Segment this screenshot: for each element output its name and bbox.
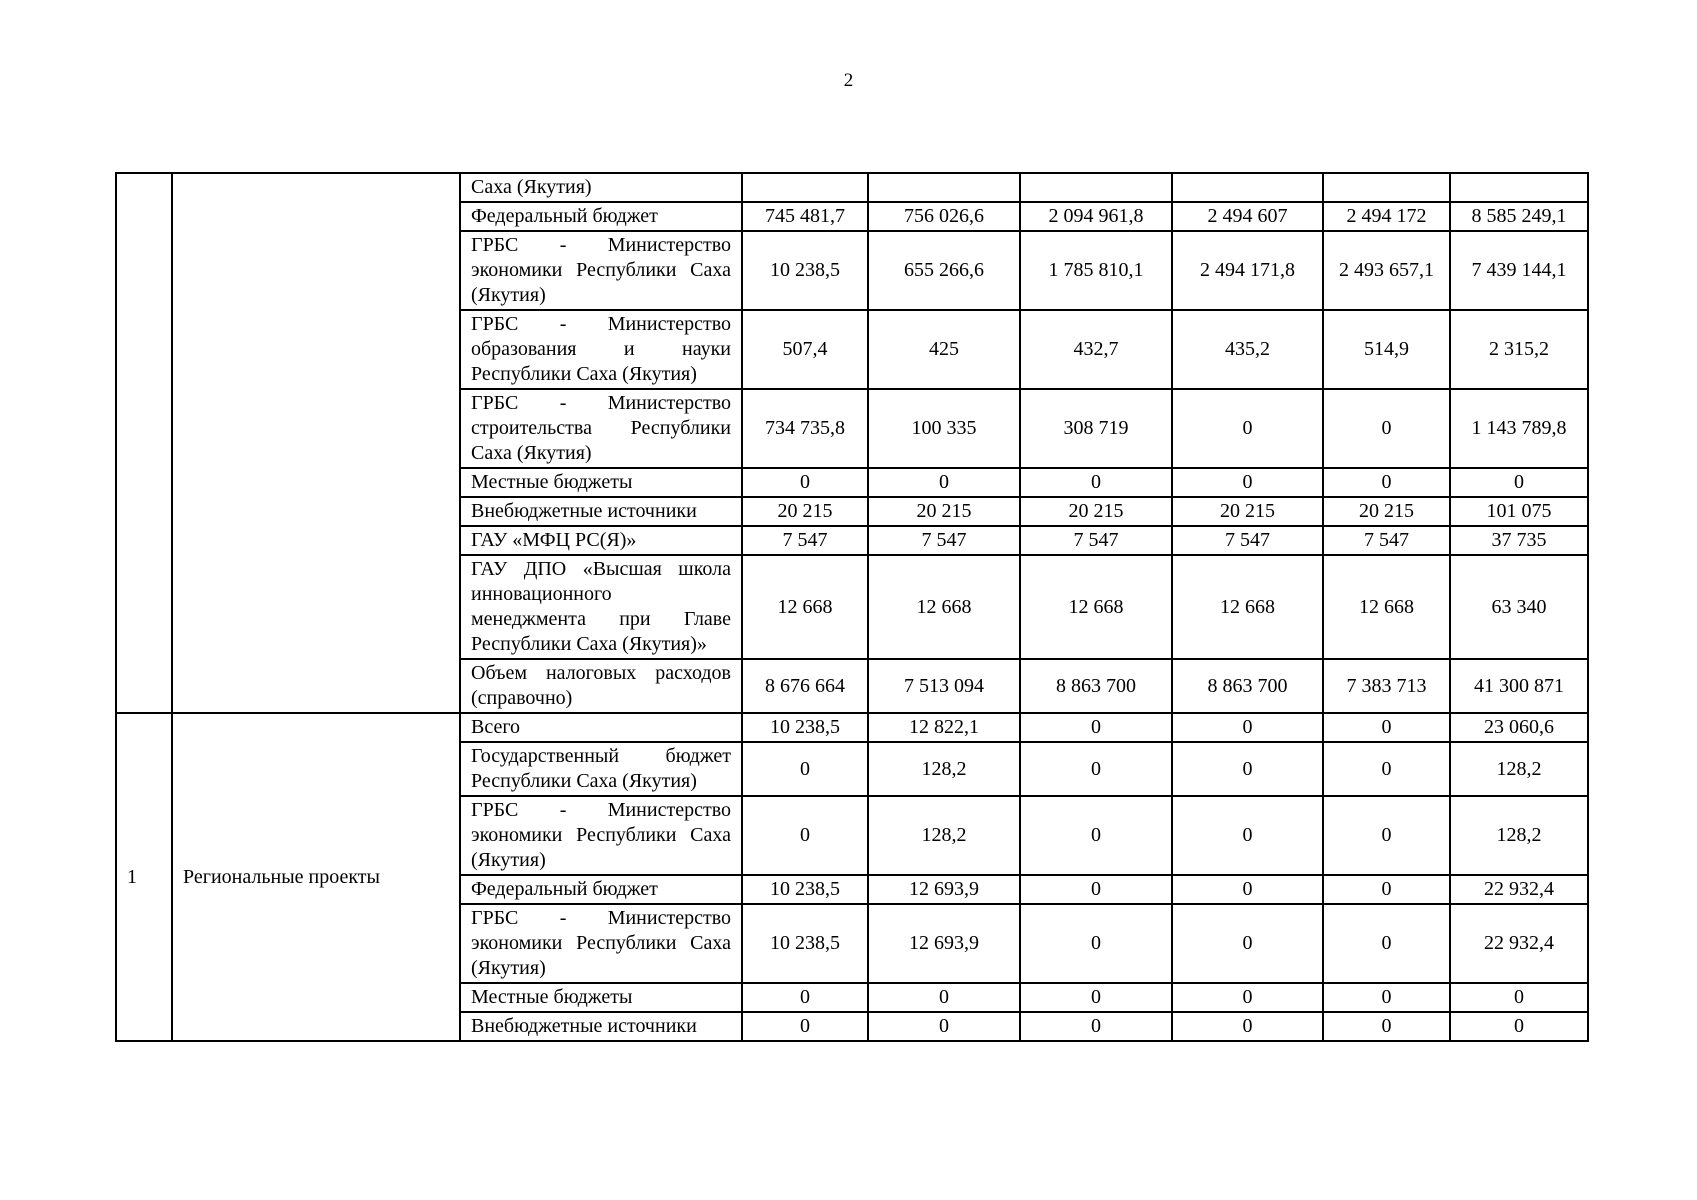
year-value-cell: 0	[1172, 796, 1323, 875]
total-value-cell: 7 439 144,1	[1450, 231, 1588, 310]
year-value-cell: 435,2	[1172, 310, 1323, 389]
funding-source-cell: ГРБС - Министерство экономики Республики Саха (Якутия)	[460, 796, 742, 875]
year-value-cell: 0	[868, 983, 1020, 1012]
year-value-cell: 12 668	[742, 555, 868, 659]
year-value-cell: 0	[1323, 742, 1450, 796]
funding-source-cell: Саха (Якутия)	[460, 173, 742, 202]
year-value-cell: 20 215	[1172, 497, 1323, 526]
year-value-cell: 20 215	[742, 497, 868, 526]
budget-table	[115, 172, 1589, 1042]
year-value-cell	[742, 173, 868, 202]
year-value-cell: 0	[1020, 468, 1172, 497]
year-value-cell: 0	[1323, 904, 1450, 983]
year-value-cell: 0	[868, 468, 1020, 497]
year-value-cell: 12 668	[868, 555, 1020, 659]
year-value-cell: 734 735,8	[742, 389, 868, 468]
year-value-cell: 7 547	[1172, 526, 1323, 555]
total-value-cell: 37 735	[1450, 526, 1588, 555]
year-value-cell: 7 383 713	[1323, 659, 1450, 713]
year-value-cell: 20 215	[868, 497, 1020, 526]
funding-source-cell: Внебюджетные источники	[460, 497, 742, 526]
funding-source-cell: ГАУ ДПО «Высшая школа инновационного менеджмента при Главе Республики Саха (Якутия)»	[460, 555, 742, 659]
year-value-cell: 514,9	[1323, 310, 1450, 389]
year-value-cell: 7 547	[1323, 526, 1450, 555]
year-value-cell: 0	[742, 983, 868, 1012]
year-value-cell: 0	[1323, 796, 1450, 875]
total-value-cell: 2 315,2	[1450, 310, 1588, 389]
year-value-cell: 7 547	[1020, 526, 1172, 555]
total-value-cell: 0	[1450, 1012, 1588, 1041]
year-value-cell: 20 215	[1323, 497, 1450, 526]
year-value-cell: 12 822,1	[868, 713, 1020, 742]
total-value-cell: 22 932,4	[1450, 904, 1588, 983]
funding-source-cell: ГРБС - Министерство образования и науки Республики Саха (Якутия)	[460, 310, 742, 389]
year-value-cell: 0	[1172, 468, 1323, 497]
year-value-cell: 0	[1323, 1012, 1450, 1041]
year-value-cell: 2 494 607	[1172, 202, 1323, 231]
year-value-cell: 432,7	[1020, 310, 1172, 389]
funding-source-cell: Федеральный бюджет	[460, 202, 742, 231]
year-value-cell: 12 693,9	[868, 904, 1020, 983]
year-value-cell: 8 863 700	[1172, 659, 1323, 713]
year-value-cell: 0	[1020, 875, 1172, 904]
funding-source-cell: ГРБС - Министерство экономики Республики Саха (Якутия)	[460, 904, 742, 983]
year-value-cell: 0	[1172, 742, 1323, 796]
year-value-cell	[1020, 173, 1172, 202]
year-value-cell: 128,2	[868, 742, 1020, 796]
year-value-cell: 425	[868, 310, 1020, 389]
table-row	[116, 713, 1588, 742]
total-value-cell: 128,2	[1450, 796, 1588, 875]
year-value-cell: 0	[742, 796, 868, 875]
year-value-cell: 0	[1020, 904, 1172, 983]
year-value-cell: 0	[868, 1012, 1020, 1041]
funding-source-cell: ГАУ «МФЦ РС(Я)»	[460, 526, 742, 555]
year-value-cell: 0	[1172, 875, 1323, 904]
year-value-cell: 7 547	[868, 526, 1020, 555]
year-value-cell: 0	[1323, 983, 1450, 1012]
total-value-cell: 0	[1450, 468, 1588, 497]
year-value-cell: 128,2	[868, 796, 1020, 875]
total-value-cell: 22 932,4	[1450, 875, 1588, 904]
year-value-cell: 12 693,9	[868, 875, 1020, 904]
funding-source-cell: Всего	[460, 713, 742, 742]
total-value-cell: 63 340	[1450, 555, 1588, 659]
year-value-cell: 0	[1020, 742, 1172, 796]
year-value-cell: 20 215	[1020, 497, 1172, 526]
funding-source-cell: Местные бюджеты	[460, 468, 742, 497]
year-value-cell: 7 513 094	[868, 659, 1020, 713]
year-value-cell: 2 494 171,8	[1172, 231, 1323, 310]
section-index-cell	[116, 173, 172, 713]
table-row	[116, 173, 1588, 202]
year-value-cell: 745 481,7	[742, 202, 868, 231]
year-value-cell: 7 547	[742, 526, 868, 555]
year-value-cell: 12 668	[1323, 555, 1450, 659]
total-value-cell: 0	[1450, 983, 1588, 1012]
year-value-cell: 0	[1172, 983, 1323, 1012]
year-value-cell: 0	[742, 468, 868, 497]
year-value-cell: 2 094 961,8	[1020, 202, 1172, 231]
year-value-cell: 2 494 172	[1323, 202, 1450, 231]
year-value-cell: 0	[1323, 713, 1450, 742]
year-value-cell	[1172, 173, 1323, 202]
year-value-cell: 10 238,5	[742, 904, 868, 983]
funding-source-cell: Объем налоговых расходов (справочно)	[460, 659, 742, 713]
funding-source-cell: Местные бюджеты	[460, 983, 742, 1012]
year-value-cell: 8 863 700	[1020, 659, 1172, 713]
year-value-cell: 0	[742, 1012, 868, 1041]
total-value-cell	[1450, 173, 1588, 202]
section-name-cell: Региональные проекты	[172, 713, 460, 1041]
funding-source-cell: Государственный бюджет Республики Саха (Якутия)	[460, 742, 742, 796]
year-value-cell	[1323, 173, 1450, 202]
year-value-cell: 0	[1020, 796, 1172, 875]
year-value-cell: 10 238,5	[742, 713, 868, 742]
year-value-cell: 756 026,6	[868, 202, 1020, 231]
year-value-cell: 308 719	[1020, 389, 1172, 468]
funding-source-cell: Федеральный бюджет	[460, 875, 742, 904]
total-value-cell: 128,2	[1450, 742, 1588, 796]
year-value-cell: 507,4	[742, 310, 868, 389]
year-value-cell: 0	[1323, 875, 1450, 904]
year-value-cell	[868, 173, 1020, 202]
year-value-cell: 0	[1172, 389, 1323, 468]
year-value-cell: 0	[1323, 468, 1450, 497]
year-value-cell: 0	[1020, 713, 1172, 742]
section-index-cell: 1	[116, 713, 172, 1041]
total-value-cell: 23 060,6	[1450, 713, 1588, 742]
year-value-cell: 12 668	[1020, 555, 1172, 659]
funding-source-cell: Внебюджетные источники	[460, 1012, 742, 1041]
year-value-cell: 10 238,5	[742, 875, 868, 904]
year-value-cell: 0	[1323, 389, 1450, 468]
section-name-cell	[172, 173, 460, 713]
year-value-cell: 0	[742, 742, 868, 796]
year-value-cell: 0	[1172, 713, 1323, 742]
year-value-cell: 2 493 657,1	[1323, 231, 1450, 310]
year-value-cell: 1 785 810,1	[1020, 231, 1172, 310]
year-value-cell: 100 335	[868, 389, 1020, 468]
year-value-cell: 0	[1172, 904, 1323, 983]
funding-source-cell: ГРБС - Министерство строительства Республики Саха (Якутия)	[460, 389, 742, 468]
funding-source-cell: ГРБС - Министерство экономики Республики Саха (Якутия)	[460, 231, 742, 310]
year-value-cell: 0	[1172, 1012, 1323, 1041]
total-value-cell: 101 075	[1450, 497, 1588, 526]
table-body	[116, 173, 1588, 1041]
total-value-cell: 8 585 249,1	[1450, 202, 1588, 231]
total-value-cell: 41 300 871	[1450, 659, 1588, 713]
year-value-cell: 10 238,5	[742, 231, 868, 310]
year-value-cell: 0	[1020, 983, 1172, 1012]
year-value-cell: 12 668	[1172, 555, 1323, 659]
page-number: 2	[843, 70, 854, 91]
year-value-cell: 8 676 664	[742, 659, 868, 713]
year-value-cell: 655 266,6	[868, 231, 1020, 310]
total-value-cell: 1 143 789,8	[1450, 389, 1588, 468]
year-value-cell: 0	[1020, 1012, 1172, 1041]
